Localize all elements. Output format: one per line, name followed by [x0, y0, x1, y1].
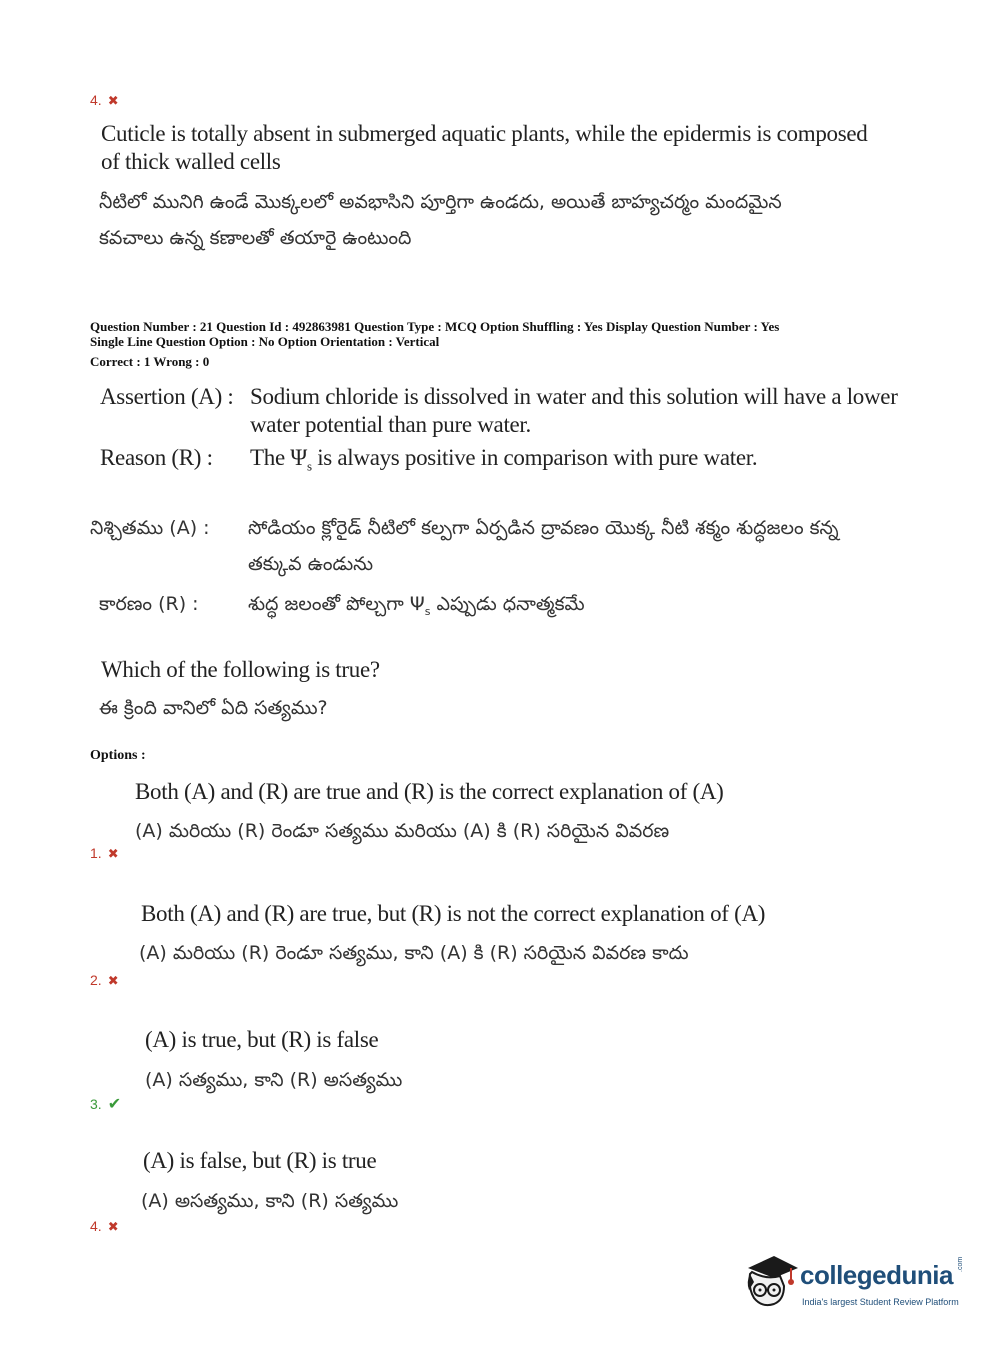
option-4-text-te: (A) అసత్యము, కాని (R) సత్యము — [141, 1190, 399, 1212]
reason-label: Reason (R) : — [100, 445, 213, 470]
option-1-text-te: (A) మరియు (R) రెండూ సత్యము మరియు (A) కి (R) సరియైన వివరణ — [135, 820, 670, 842]
collegedunia-logo — [740, 1252, 980, 1322]
te-assertion-label: నిశ్చితము (A) : — [90, 517, 210, 539]
te-assertion-line2: తక్కువ ఉండును — [248, 553, 374, 575]
wrong-icon: ✖ — [107, 93, 119, 108]
assertion-line1: Sodium chloride is dissolved in water and this solution will have a lower — [250, 384, 898, 409]
prev-option-te-line1: నీటిలో మునిగి ఉండే మొక్కలలో అవభాసిని పూర్తిగా ఉండదు, అయితే బాహ్యచర్మం మందమైన — [99, 191, 782, 213]
prev-option-te-line2: కవచాలు ఉన్న కణాలతో తయారై ఉంటుంది — [99, 227, 412, 249]
logo-name: collegedunia — [800, 1260, 953, 1290]
question-marks: Correct : 1 Wrong : 0 — [90, 354, 210, 369]
reason-text — [250, 444, 940, 481]
option-3-text-te: (A) సత్యము, కాని (R) అసత్యము — [145, 1069, 403, 1091]
option-4-number[interactable] — [90, 1218, 119, 1235]
prev-option-text-te — [99, 184, 782, 256]
reason-subscript: s — [306, 458, 312, 474]
reason-post: is always positive in comparison with pure water. — [311, 445, 758, 470]
option-4-number-text: 4. — [90, 1218, 102, 1234]
graduate-mascot-icon — [740, 1252, 800, 1312]
prev-option-number-text: 4. — [90, 92, 102, 108]
question-prompt-te: ఈ క్రింది వానిలో ఏది సత్యము? — [99, 697, 328, 719]
prev-option-en-line1: Cuticle is totally absent in submerged aquatic plants, while the epidermis is composed — [101, 121, 868, 146]
te-reason-text — [248, 586, 948, 630]
te-reason-pre: శుద్ధ జలంతో పోల్చగా Ψ — [248, 593, 425, 615]
option-3-text-en: (A) is true, but (R) is false — [145, 1027, 379, 1052]
options-label: Options : — [90, 748, 146, 763]
option-1-number-text: 1. — [90, 845, 102, 861]
prev-option-number — [90, 92, 119, 109]
option-2-text-te: (A) మరియు (R) రెండూ సత్యము, కాని (A) కి (R) సరియైన వివరణ కాదు — [139, 942, 689, 964]
logo-tagline: India's largest Student Review Platform — [802, 1297, 959, 1307]
option-2-text-en: Both (A) and (R) are true, but (R) is not the correct explanation of (A) — [141, 901, 766, 926]
question-meta-line1: Question Number : 21 Question Id : 492863981 Question Type : MCQ Option Shuffling : Yes Display Question Number : Yes — [90, 319, 780, 334]
te-reason-subscript: s — [424, 604, 431, 618]
te-reason-label: కారణం (R) : — [99, 593, 199, 615]
option-2-number-text: 2. — [90, 972, 102, 988]
prev-option-text-en — [101, 120, 867, 176]
assertion-label: Assertion (A) : — [100, 384, 234, 409]
assertion-line2: water potential than pure water. — [250, 412, 531, 437]
te-reason-post: ఎప్పుడు ధనాత్మకమే — [430, 593, 585, 615]
logo-suffix: .com — [957, 1256, 964, 1272]
option-2-number[interactable] — [90, 972, 119, 989]
option-1-text-en: Both (A) and (R) are true and (R) is the correct explanation of (A) — [135, 779, 724, 804]
wrong-icon: ✖ — [107, 1219, 119, 1234]
option-4-text-en: (A) is false, but (R) is true — [143, 1148, 377, 1173]
wrong-icon: ✖ — [107, 846, 119, 861]
question-meta — [90, 319, 779, 369]
option-1-number[interactable] — [90, 845, 119, 862]
question-meta-line2: Single Line Question Option : No Option Orientation : Vertical — [90, 334, 440, 349]
prev-option-en-line2: of thick walled cells — [101, 149, 281, 174]
check-icon: ✔ — [107, 1096, 122, 1113]
question-prompt-en: Which of the following is true? — [101, 657, 380, 682]
assertion-text — [250, 383, 940, 439]
option-3-number-text: 3. — [90, 1096, 102, 1112]
wrong-icon: ✖ — [107, 973, 119, 988]
reason-pre: The Ψ — [250, 445, 307, 470]
te-assertion-text — [248, 510, 948, 582]
te-assertion-line1: సోడియం క్లోరైడ్ నీటిలో కల్పగా ఏర్పడిన ద్రావణం యొక్క నీటి శక్మం శుద్ధజలం కన్న — [248, 517, 839, 539]
option-3-number[interactable] — [90, 1094, 121, 1114]
